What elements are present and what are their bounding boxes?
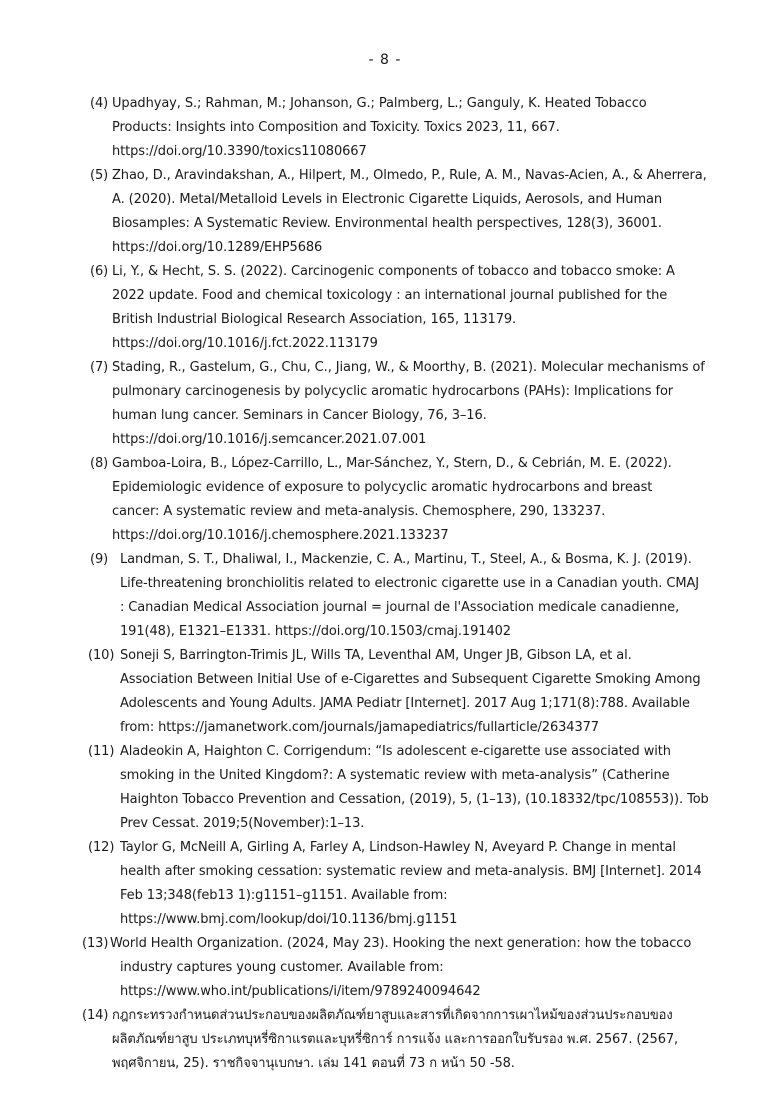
reference-line: Landman, S. T., Dhaliwal, I., Mackenzie, C. A., Martinu, T., Steel, A., & Bosma, K. J. (2019).	[120, 552, 692, 567]
reference-line: Aladeokin A, Haighton C. Corrigendum: “Is adolescent e-cigarette use associated with	[120, 744, 671, 759]
reference-number: (12)	[88, 840, 115, 855]
reference-line: พฤศจิกายน, 25). ราชกิจจานุเบกษา. เล่ม 141 ตอนที่ 73 ก หน้า 50 -58.	[112, 1056, 515, 1071]
reference-number: (7)	[90, 360, 109, 375]
reference-line: World Health Organization. (2024, May 23). Hooking the next generation: how the tobacco	[110, 936, 692, 951]
reference-line: Zhao, D., Aravindakshan, A., Hilpert, M., Olmedo, P., Rule, A. M., Navas-Acien, A., & Aherrera,	[112, 168, 707, 183]
reference-item	[0, 836, 770, 932]
reference-line: Feb 13;348(feb13 1):g1151–g1151. Available from:	[120, 888, 448, 903]
reference-number: (8)	[90, 456, 109, 471]
reference-line: Soneji S, Barrington-Trimis JL, Wills TA, Leventhal AM, Unger JB, Gibson LA, et al.	[120, 648, 632, 663]
reference-line: Adolescents and Young Adults. JAMA Pediatr [Internet]. 2017 Aug 1;171(8):788. Available	[120, 696, 690, 711]
reference-line: from: https://jamanetwork.com/journals/jamapediatrics/fullarticle/2634377	[120, 720, 599, 735]
reference-line: smoking in the United Kingdom?: A systematic review with meta-analysis” (Catherine	[120, 768, 670, 783]
page-number: - 8 -	[368, 52, 402, 68]
reference-line: Epidemiologic evidence of exposure to polycyclic aromatic hydrocarbons and breast	[112, 480, 653, 495]
reference-number: (4)	[90, 96, 109, 111]
reference-item	[0, 740, 770, 836]
reference-doi[interactable]: https://doi.org/10.1016/j.fct.2022.113179	[112, 336, 378, 351]
reference-line: Prev Cessat. 2019;5(November):1–13.	[120, 816, 365, 831]
reference-doi[interactable]: https://doi.org/10.1289/EHP5686	[112, 240, 323, 255]
reference-item	[0, 644, 770, 740]
reference-doi[interactable]: https://doi.org/10.1016/j.semcancer.2021.07.001	[112, 432, 427, 447]
reference-number: (5)	[90, 168, 109, 183]
reference-item	[0, 548, 770, 644]
reference-line: Haighton Tobacco Prevention and Cessation, (2019), 5, (1–13), (10.18332/tpc/108553)). Tob	[120, 792, 709, 807]
reference-line: Li, Y., & Hecht, S. S. (2022). Carcinogenic components of tobacco and tobacco smoke: A	[112, 264, 675, 279]
reference-line: กฎกระทรวงกำหนดส่วนประกอบของผลิตภัณฑ์ยาสูบและสารที่เกิดจากการเผาไหม้ของส่วนประกอบของ	[112, 1008, 673, 1023]
reference-line: 191(48), E1321–E1331. https://doi.org/10.1503/cmaj.191402	[120, 624, 511, 639]
reference-line: Taylor G, McNeill A, Girling A, Farley A, Lindson-Hawley N, Aveyard P. Change in mental	[120, 840, 676, 855]
reference-line: health after smoking cessation: systematic review and meta-analysis. BMJ [Internet]. 2014	[120, 864, 702, 879]
reference-line: Upadhyay, S.; Rahman, M.; Johanson, G.; Palmberg, L.; Ganguly, K. Heated Tobacco	[112, 96, 647, 111]
reference-line: Life-threatening bronchiolitis related to electronic cigarette use in a Canadian youth. CMAJ	[120, 576, 699, 591]
reference-number: (13)	[82, 936, 109, 951]
reference-doi[interactable]: https://www.who.int/publications/i/item/9789240094642	[120, 984, 481, 999]
reference-doi[interactable]: https://www.bmj.com/lookup/doi/10.1136/bmj.g1151	[120, 912, 458, 927]
reference-line: cancer: A systematic review and meta-analysis. Chemosphere, 290, 133237.	[112, 504, 606, 519]
reference-line: 2022 update. Food and chemical toxicology : an international journal published for the	[112, 288, 668, 303]
reference-line: A. (2020). Metal/Metalloid Levels in Electronic Cigarette Liquids, Aerosols, and Human	[112, 192, 663, 207]
reference-line: Association Between Initial Use of e-Cigarettes and Subsequent Cigarette Smoking Among	[120, 672, 701, 687]
reference-doi[interactable]: https://doi.org/10.3390/toxics11080667	[112, 144, 367, 159]
reference-doi[interactable]: https://doi.org/10.1016/j.chemosphere.2021.133237	[112, 528, 449, 543]
reference-line: British Industrial Biological Research Association, 165, 113179.	[112, 312, 517, 327]
reference-item	[0, 932, 770, 1004]
reference-item	[0, 260, 770, 356]
reference-item	[0, 452, 770, 548]
reference-item	[0, 1004, 770, 1076]
reference-number: (14)	[82, 1008, 109, 1023]
reference-line: industry captures young customer. Available from:	[120, 960, 444, 975]
reference-list	[0, 92, 770, 1076]
reference-item	[0, 92, 770, 164]
reference-item	[0, 356, 770, 452]
reference-number: (6)	[90, 264, 109, 279]
reference-number: (10)	[88, 648, 115, 663]
reference-line: Biosamples: A Systematic Review. Environmental health perspectives, 128(3), 36001.	[112, 216, 662, 231]
reference-line: ผลิตภัณฑ์ยาสูบ ประเภทบุหรี่ซิกาแรตและบุหรี่ซิการ์ การแจ้ง และการออกใบรับรอง พ.ศ. 2567. (2567,	[112, 1032, 679, 1047]
reference-line: : Canadian Medical Association journal = journal de l'Association medicale canadienne,	[120, 600, 680, 615]
reference-number: (9)	[90, 552, 109, 567]
reference-line: Products: Insights into Composition and Toxicity. Toxics 2023, 11, 667.	[112, 120, 560, 135]
reference-line: Gamboa-Loira, B., López-Carrillo, L., Mar-Sánchez, Y., Stern, D., & Cebrián, M. E. (2022).	[112, 456, 672, 471]
reference-number: (11)	[88, 744, 115, 759]
reference-item	[0, 164, 770, 260]
reference-line: pulmonary carcinogenesis by polycyclic aromatic hydrocarbons (PAHs): Implications for	[112, 384, 674, 399]
reference-line: human lung cancer. Seminars in Cancer Biology, 76, 3–16.	[112, 408, 487, 423]
reference-line: Stading, R., Gastelum, G., Chu, C., Jiang, W., & Moorthy, B. (2021). Molecular mechanisms of	[112, 360, 705, 375]
